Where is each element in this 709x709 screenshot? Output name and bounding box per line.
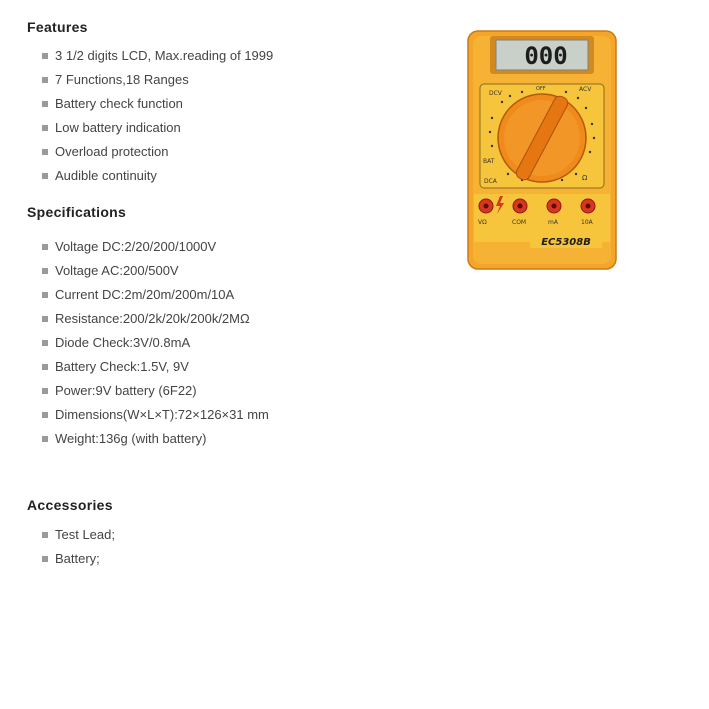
list-item [42,287,269,311]
bullet-square-icon [42,77,48,83]
com-label: COM [512,219,527,226]
bullet-square-icon [42,125,48,131]
ohm-label: Ω [582,174,588,182]
list-item-text: Weight:136g (with battery) [55,431,207,446]
bat-label: BAT [483,158,495,165]
bullet-square-icon [42,53,48,59]
list-item-text: Voltage DC:2/20/200/1000V [55,239,217,254]
lcd-digits: 000 [524,42,568,70]
list-item-text: Current DC:2m/20m/200m/10A [55,287,235,302]
list-item [42,383,269,407]
list-item [42,263,269,287]
vohm-label: VΩ [478,219,487,226]
bullet-square-icon [42,364,48,370]
features-heading: Features [27,19,88,35]
list-item [42,120,273,144]
acv-label: ACV [579,86,592,93]
bullet-square-icon [42,173,48,179]
list-item [42,168,273,192]
list-item [42,431,269,455]
list-item [42,407,269,431]
off-label: OFF [536,86,546,92]
accessories-heading: Accessories [27,497,113,513]
list-item-text: Test Lead; [55,527,115,542]
list-item [42,48,273,72]
bullet-square-icon [42,149,48,155]
list-item-text: Battery check function [55,96,183,111]
multimeter-product-image [462,28,622,274]
list-item-text: Diode Check:3V/0.8mA [55,335,191,350]
dcv-label: DCV [489,90,502,97]
bullet-square-icon [42,412,48,418]
bullet-square-icon [42,532,48,538]
list-item [42,96,273,120]
bullet-square-icon [42,436,48,442]
list-item-text: 3 1/2 digits LCD, Max.reading of 1999 [55,48,274,63]
bullet-square-icon [42,101,48,107]
bullet-square-icon [42,292,48,298]
list-item [42,335,269,359]
list-item-text: Audible continuity [55,168,157,183]
dca-label: DCA [484,178,497,185]
list-item [42,527,115,551]
list-item-text: Battery; [55,551,100,566]
bullet-square-icon [42,556,48,562]
list-item-text: Overload protection [55,144,169,159]
list-item [42,311,269,335]
features-list [42,48,273,192]
list-item [42,72,273,96]
list-item [42,551,115,575]
list-item [42,359,269,383]
model-label: EC5308B [541,237,591,248]
list-item-text: Resistance:200/2k/20k/200k/2MΩ [55,311,250,326]
list-item-text: Dimensions(W×L×T):72×126×31 mm [55,407,269,422]
list-item-text: Voltage AC:200/500V [55,263,179,278]
bullet-square-icon [42,340,48,346]
list-item-text: Low battery indication [55,120,181,135]
accessories-list [42,527,115,575]
specifications-list [42,239,269,455]
bullet-square-icon [42,244,48,250]
list-item [42,144,273,168]
list-item-text: Power:9V battery (6F22) [55,383,197,398]
ten-amp-label: 10A [581,219,593,226]
specifications-heading: Specifications [27,204,127,220]
list-item [42,239,269,263]
bullet-square-icon [42,268,48,274]
ma-label: mA [548,219,558,226]
bullet-square-icon [42,388,48,394]
bullet-square-icon [42,316,48,322]
list-item-text: 7 Functions,18 Ranges [55,72,189,87]
list-item-text: Battery Check:1.5V, 9V [55,359,189,374]
